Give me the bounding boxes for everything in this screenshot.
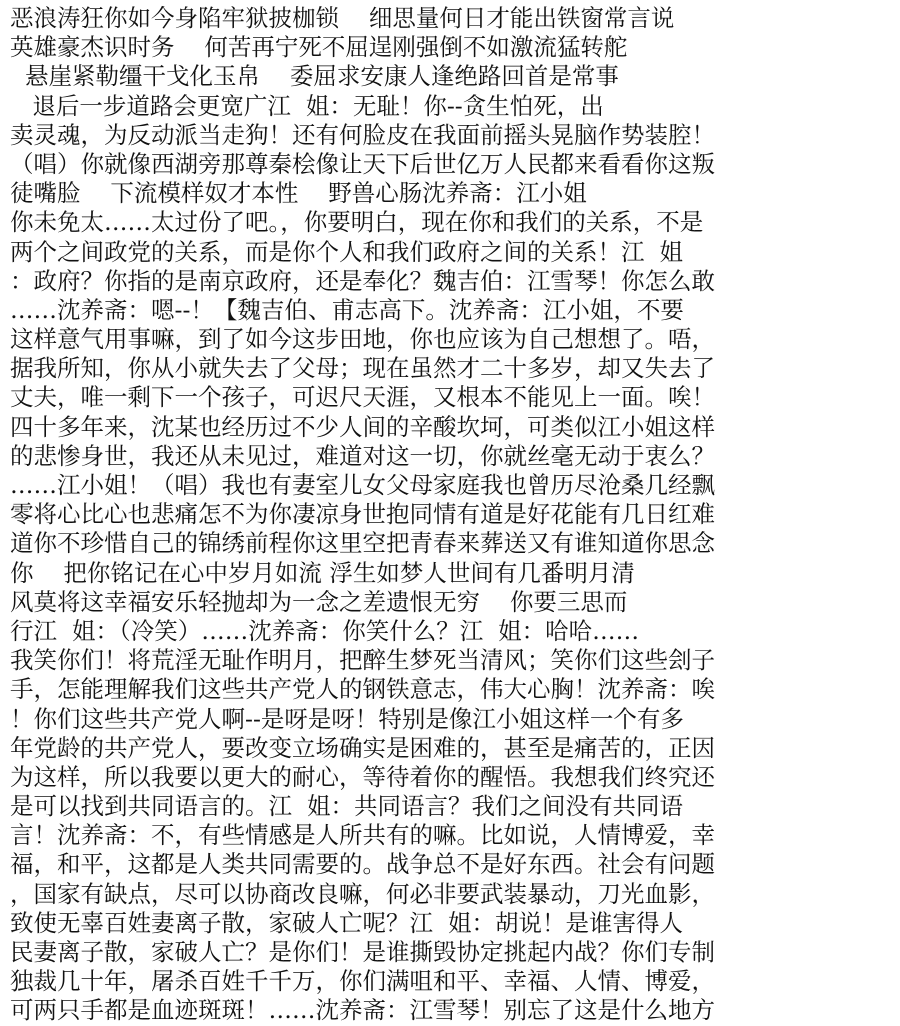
text-line: 行江 姐：（冷笑）……沈养斋：你笑什么？江 姐：哈哈……	[10, 616, 640, 645]
text-line: 这样意气用事嘛，到了如今这步田地，你也应该为自己想想了。唔，	[10, 325, 715, 354]
text-line: 民妻离子散，家破人亡？是你们！是谁撕毁协定挑起内战？你们专制	[10, 938, 715, 966]
text-line: （唱）你就像西湖旁那尊秦桧像让天下后世亿万人民都来看看你这叛	[10, 149, 715, 178]
text-line: 丈夫，唯一剩下一个孩子，可迟尺天涯，又根本不能见上一面。唉！	[10, 383, 715, 412]
text-line: 手，怎能理解我们这些共产党人的钢铁意志，伟大心胸！沈养斋：唉	[10, 675, 715, 704]
text-line: 据我所知，你从小就失去了父母；现在虽然才二十多岁，却又失去了	[10, 354, 715, 383]
text-line: ！你们这些共产党人啊--是呀是呀！特别是像江小姐这样一个有多	[10, 704, 684, 733]
text-line: 我笑你们！将荒淫无耻作明月，把醉生梦死当清风；笑你们这些刽子	[10, 646, 715, 675]
text-line: 两个之间政党的关系，而是你个人和我们政府之间的关系！江 姐	[10, 237, 683, 266]
text-line: 为这样，所以我要以更大的耐心，等待着你的醒悟。我想我们终究还	[10, 762, 715, 791]
text-line: 你 把你铭记在心中岁月如流 浮生如梦人世间有几番明月清	[10, 558, 635, 587]
text-line: ……沈养斋：嗯--！【魏吉伯、甫志高下。沈养斋：江小姐，不要	[10, 295, 684, 324]
text-line: 你未免太……太过份了吧。，你要明白，现在你和我们的关系，不是	[10, 208, 704, 237]
text-line: 英雄豪杰识时务 何苦再宁死不屈逞刚强倒不如激流猛转舵	[10, 33, 628, 62]
text-line: 福，和平，这都是人类共同需要的。战争总不是好东西。社会有问题	[10, 850, 715, 879]
text-line: ：政府？你指的是南京政府，还是奉化？魏吉伯：江雪琴！你怎么敢	[10, 266, 715, 295]
text-line: 致使无辜百姓妻离子散，家破人亡呢？江 姐：胡说！是谁害得人	[10, 908, 683, 937]
script-text-body	[10, 4, 895, 1026]
text-line: 风莫将这幸福安乐轻抛却为一念之差遗恨无穷 你要三思而	[10, 587, 628, 616]
text-line: 零将心比心也悲痛怎不为你凄凉身世抱同情有道是好花能有几日红难	[10, 500, 715, 529]
text-line: 是可以找到共同语言的。江 姐：共同语言？我们之间没有共同语	[10, 792, 683, 821]
text-line: 的悲惨身世，我还从未见过，难道对这一切，你就丝毫无动于衷么？	[10, 441, 715, 470]
text-line: 徒嘴脸 下流模样奴才本性 野兽心肠沈养斋：江小姐	[10, 179, 587, 208]
text-line: 四十多年来，沈某也经历过不少人间的辛酸坎坷，可类似江小姐这样	[10, 412, 715, 441]
text-line: 恶浪涛狂你如今身陷牢狱披枷锁 细思量何日才能出铁窗常言说	[10, 4, 675, 32]
text-line: 卖灵魂，为反动派当走狗！还有何脸皮在我面前摇头晃脑作势装腔！	[10, 120, 715, 149]
text-line: 可两只手都是血迹斑斑！……沈养斋：江雪琴！别忘了这是什么地方	[10, 996, 715, 1025]
text-line: ……江小姐！（唱）我也有妻室儿女父母家庭我也曾历尽沧桑几经飘	[10, 471, 715, 499]
text-line: 言！沈养斋：不，有些情感是人所共有的嘛。比如说，人情博爱，幸	[10, 821, 715, 850]
text-line: 道你不珍惜自己的锦绣前程你这里空把青春来葬送又有谁知道你思念	[10, 529, 715, 558]
text-line: 独裁几十年，屠杀百姓千千万，你们满咀和平、幸福、人情、博爱，	[10, 967, 715, 996]
text-line: ，国家有缺点，尽可以协商改良嘛，何必非要武装暴动，刀光血影，	[10, 879, 715, 908]
text-line: 悬崖紧勒缰干戈化玉帛 委屈求安康人逢绝路回首是常事	[10, 62, 619, 91]
text-line: 退后一步道路会更宽广江 姐：无耻！你--贪生怕死，出	[10, 91, 604, 120]
text-line: 年党龄的共产党人，要改变立场确实是困难的，甚至是痛苦的，正因	[10, 733, 715, 762]
